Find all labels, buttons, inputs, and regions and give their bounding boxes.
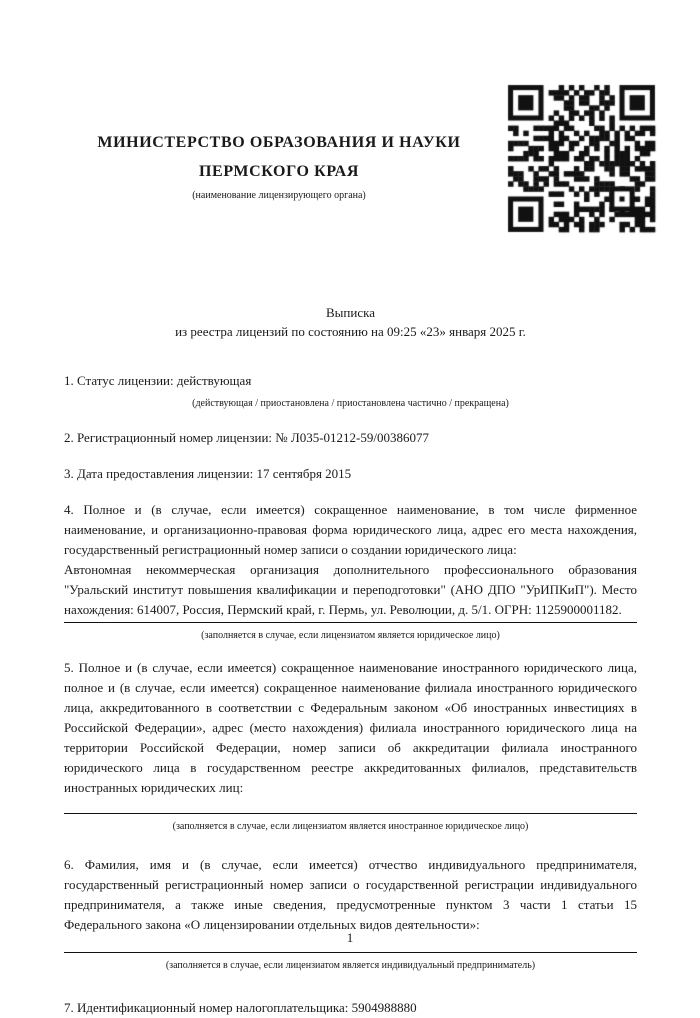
legal-entity-caption: (заполняется в случае, если лицензиатом является юридическое лицо): [201, 630, 500, 641]
document-body: [64, 371, 637, 1018]
foreign-entity-blank-line: [64, 804, 637, 814]
legal-entity-value: Автономная некоммерческая организация дополнительного профессионального образования "Уральский институт повышения квалификации и переподготовки" (АНО ДПО "УрИПКиП"). Место нахождения: 614007, Россия, Пермский край, г. Пермь, ул. Революции, д. 5/1. ОГРН: 1125900001182.: [64, 560, 637, 623]
document-title-block: [64, 303, 637, 341]
legal-entity-label: 4. Полное и (в случае, если имеется) сокращенное наименование, в том числе фирменное наименование, и организационно-правовая форма юридического лица, адрес его места нахождения, государственный регистрационный номер записи о создании юридического лица:: [64, 502, 637, 557]
authority-name-line2: ПЕРМСКОГО КРАЯ: [199, 163, 359, 180]
license-status-options-caption: (действующая / приостановлена / приостановлена частично / прекращена): [192, 398, 509, 409]
qr-code: [503, 80, 660, 237]
item-5-foreign-entity: [64, 658, 637, 837]
item-4-legal-entity: [64, 500, 637, 646]
document-title: Выписка: [326, 305, 375, 320]
entrepreneur-label: 6. Фамилия, имя и (в случае, если имеется) отчество индивидуального предпринимателя, государственный регистрационный номер записи о государственной регистрации индивидуального предпринимателя, а также иные сведения, предусмотренные пунктом 3 части 1 статьи 15 Федерального закона «О лицензировании отдельных видов деятельности»:: [64, 857, 637, 932]
foreign-entity-label: 5. Полное и (в случае, если имеется) сокращенное наименование иностранного юридического лица, полное и (в случае, если имеется) сокращенное наименование филиала иностранного юридического лица, аккредитованного в соответствии с Федеральным законом «Об иностранных инвестициях в Российской Федерации», адрес (место нахождения) филиала иностранного юридического лица на территории Российской Федерации, номер записи об аккредитации филиала иностранного юридического лица в государственном реестре аккредитованных филиалов, представительств иностранных юридических лиц:: [64, 660, 637, 795]
license-status-text: 1. Статус лицензии: действующая: [64, 373, 252, 388]
authority-name-line1: МИНИСТЕРСТВО ОБРАЗОВАНИЯ И НАУКИ: [97, 134, 461, 151]
entrepreneur-caption: (заполняется в случае, если лицензиатом является индивидуальный предприниматель): [165, 960, 536, 971]
foreign-entity-caption: (заполняется в случае, если лицензиатом является иностранное юридическое лицо): [172, 821, 529, 832]
page-number: 1: [346, 930, 354, 945]
qr-code-icon: [503, 80, 660, 237]
taxpayer-number-text: 7. Идентификационный номер налогоплательщика: 5904988880: [64, 1000, 417, 1015]
item-1-license-status: [64, 371, 637, 414]
item-6-entrepreneur: [64, 855, 637, 976]
grant-date-text: 3. Дата предоставления лицензии: 17 сентября 2015: [64, 466, 352, 481]
item-3-grant-date: [64, 464, 637, 484]
item-7-taxpayer-number: [64, 998, 637, 1018]
registration-number-text: 2. Регистрационный номер лицензии: № Л035-01212-59/00386077: [64, 430, 430, 445]
licensing-authority-block: [64, 80, 494, 201]
authority-caption: (наименование лицензирующего органа): [192, 190, 366, 201]
document-subtitle: из реестра лицензий по состоянию на 09:25 «23» января 2025 г.: [175, 324, 526, 339]
item-2-registration-number: [64, 428, 637, 448]
document-header: [0, 0, 700, 237]
